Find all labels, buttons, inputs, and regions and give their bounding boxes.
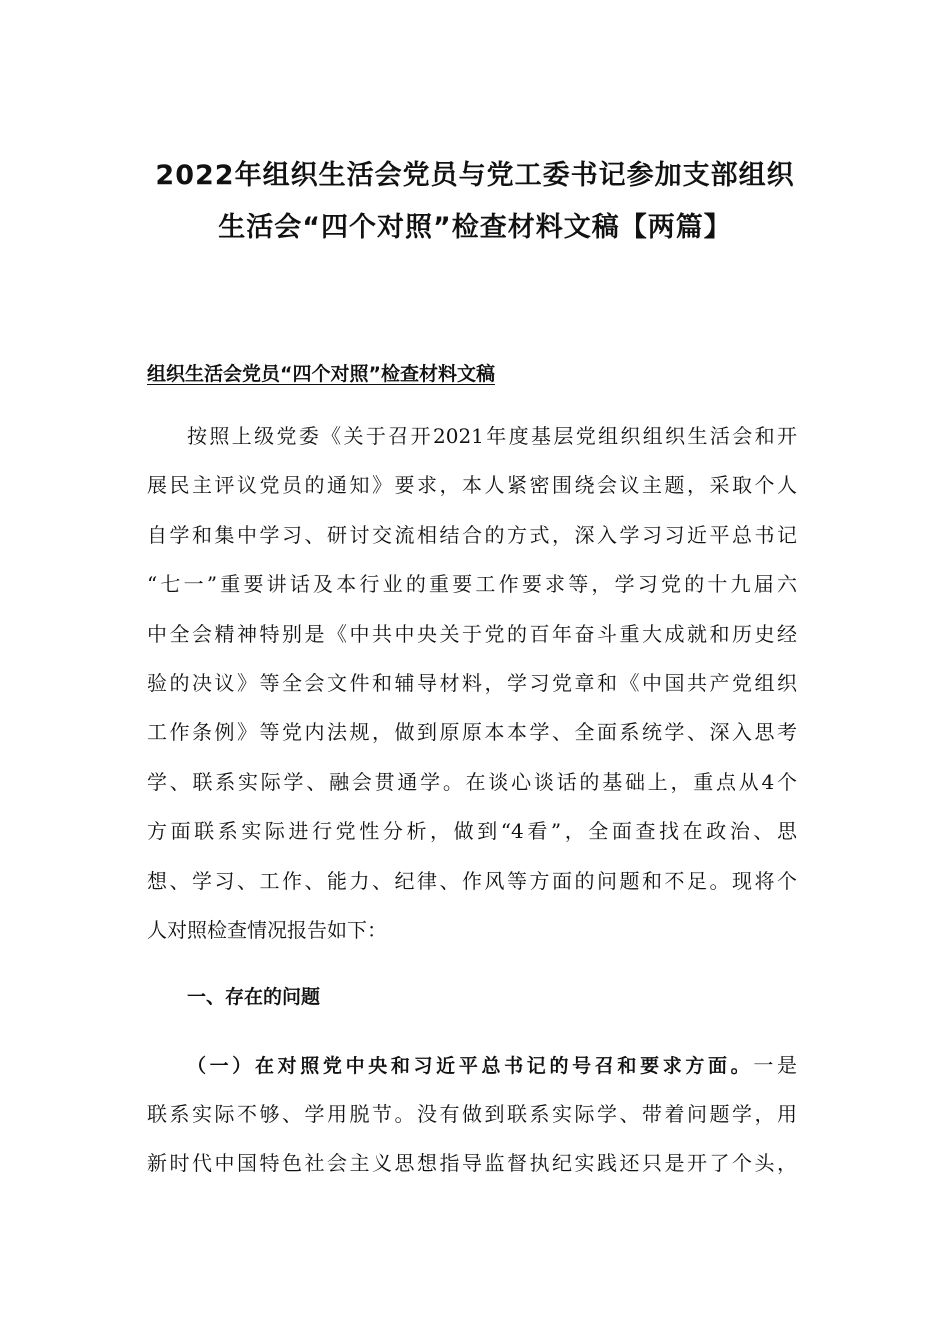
paragraph-line: 展民主评议党员的通知》要求，本人紧密围绕会议主题，采取个人 xyxy=(147,473,797,498)
document-body xyxy=(147,412,797,1189)
paragraph-line: “七一”重要讲话及本行业的重要工作要求等，学习党的十九届六 xyxy=(147,572,797,597)
subsection-heading: （一）在对照党中央和习近平总书记的号召和要求方面。 xyxy=(187,1054,754,1077)
title-line-2: 生活会“四个对照”检查材料文稿【两篇】 xyxy=(218,212,732,243)
paragraph-line: 按照上级党委《关于召开2021年度基层党组织组织生活会和开 xyxy=(187,424,797,448)
paragraph-line: 工作条例》等党内法规，做到原原本本学、全面系统学、深入思考 xyxy=(147,720,797,745)
section-heading: 一、存在的问题 xyxy=(187,986,321,1009)
title-line-1: 2022年组织生活会党员与党工委书记参加支部组织 xyxy=(155,160,795,191)
paragraph-line: 中全会精神特别是《中共中央关于党的百年奋斗重大成就和历史经 xyxy=(147,621,797,646)
subsection-lead-text: 一是 xyxy=(753,1052,797,1077)
paragraph-line: 想、学习、工作、能力、纪律、作风等方面的问题和不足。现将个 xyxy=(147,868,797,893)
section-subtitle: 组织生活会党员“四个对照”检查材料文稿 xyxy=(147,363,495,385)
paragraph-line: 自学和集中学习、研讨交流相结合的方式，深入学习习近平总书记 xyxy=(147,522,797,547)
paragraph-line: 验的决议》等全会文件和辅导材料，学习党章和《中国共产党组织 xyxy=(147,670,797,695)
paragraph-line: 人对照检查情况报告如下： xyxy=(147,917,387,942)
paragraph-line: 联系实际不够、学用脱节。没有做到联系实际学、带着问题学，用 xyxy=(147,1102,797,1127)
subsection-first-line xyxy=(147,1041,797,1090)
paragraph-line: 方面联系实际进行党性分析，做到“4看”，全面查找在政治、思 xyxy=(147,819,797,844)
document-title xyxy=(120,150,830,254)
paragraph-line: 学、联系实际学、融会贯通学。在谈心谈话的基础上，重点从4个 xyxy=(147,769,797,794)
paragraph-line: 新时代中国特色社会主义思想指导监督执纪实践还只是开了个头， xyxy=(147,1151,797,1176)
